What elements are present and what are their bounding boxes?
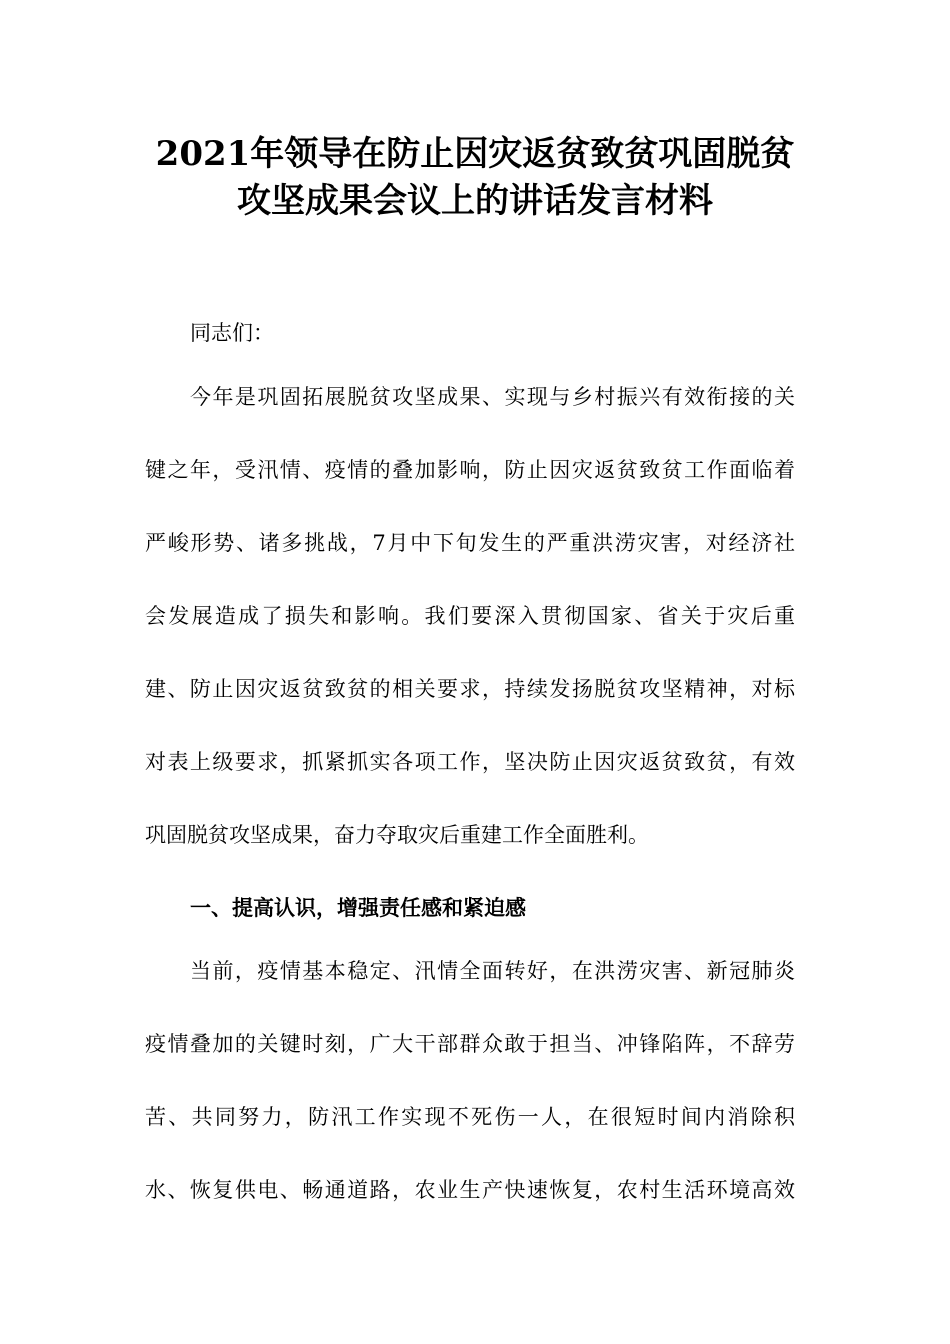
paragraph-line: 水、恢复供电、畅通道路，农业生产快速恢复，农村生活环境高效 — [145, 1178, 795, 1202]
section-heading: 一、提高认识，增强责任感和紧迫感 — [190, 895, 526, 920]
paragraph-line: 今年是巩固拓展脱贫攻坚成果、实现与乡村振兴有效衔接的关 — [190, 385, 795, 409]
document-title-line-2: 攻坚成果会议上的讲话发言材料 — [237, 181, 713, 221]
paragraph-line: 苦、共同努力，防汛工作实现不死伤一人，在很短时间内消除积 — [145, 1105, 795, 1129]
paragraph-line: 会发展造成了损失和影响。我们要深入贯彻国家、省关于灾后重 — [145, 604, 795, 628]
paragraph-line: 严峻形势、诸多挑战，7月中下旬发生的严重洪涝灾害，对经济社 — [145, 531, 795, 555]
paragraph-line: 巩固脱贫攻坚成果，奋力夺取灾后重建工作全面胜利。 — [145, 823, 649, 847]
salutation: 同志们： — [190, 321, 274, 345]
paragraph-line: 键之年，受汛情、疫情的叠加影响，防止因灾返贫致贫工作面临着 — [145, 458, 795, 482]
document-title-line-1: 2021年领导在防止因灾返贫致贫巩固脱贫 — [155, 134, 795, 174]
paragraph-line: 建、防止因灾返贫致贫的相关要求，持续发扬脱贫攻坚精神，对标 — [145, 677, 795, 701]
paragraph-line: 当前，疫情基本稳定、汛情全面转好，在洪涝灾害、新冠肺炎 — [190, 959, 795, 983]
paragraph-line: 疫情叠加的关键时刻，广大干部群众敢于担当、冲锋陷阵，不辞劳 — [145, 1032, 795, 1056]
paragraph-line: 对表上级要求，抓紧抓实各项工作，坚决防止因灾返贫致贫，有效 — [145, 750, 795, 774]
